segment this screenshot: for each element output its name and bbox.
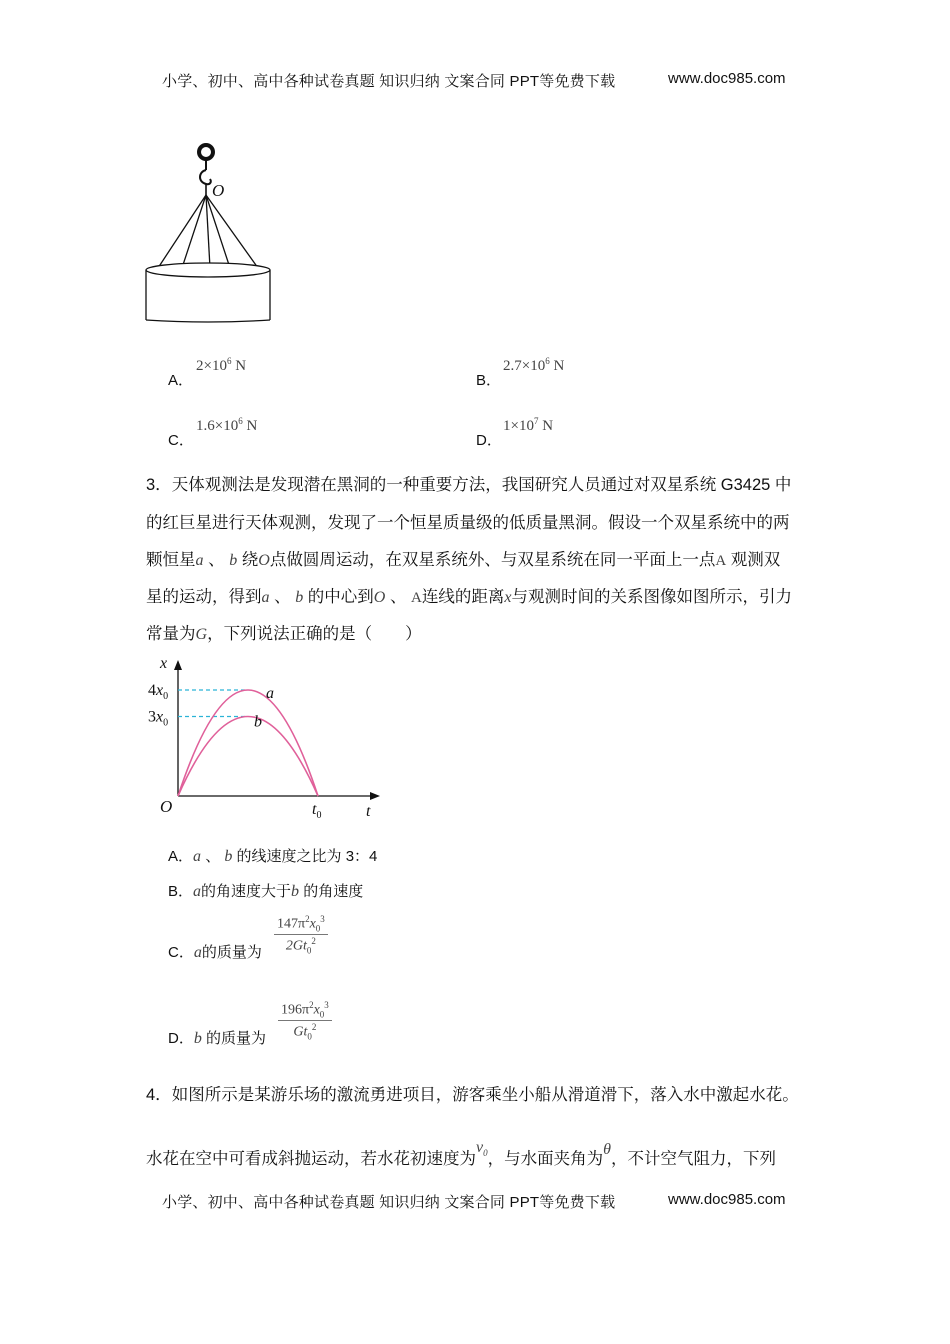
footer-site-link[interactable]: www.doc985.com	[668, 1191, 786, 1208]
q2-option-d-value: $1\times 10^7$ N	[503, 416, 554, 434]
header-site-link[interactable]: www.doc985.com	[668, 70, 786, 87]
q2-option-b-letter: B．	[476, 372, 502, 389]
origin-label: O	[160, 797, 173, 816]
q3-option-a: A．a 、 b 的线速度之比为 3：4	[168, 848, 378, 865]
x-axis-arrow	[370, 792, 380, 800]
q2-option-d-letter: D．	[476, 432, 502, 449]
curve-b	[178, 717, 318, 797]
q3-line-3: 颗恒星a 、 b 绕O点做圆周运动，在双星系统外、与双星系统在同一平面上一点A 观测双	[146, 551, 781, 569]
figure1-point-label: O	[212, 181, 225, 200]
hanging-cylinder-figure	[140, 140, 280, 328]
x-tick-label-t0: $t_0$	[312, 801, 322, 821]
hook-ring	[199, 145, 213, 159]
q3-line-5: 常量为G，下列说法正确的是（ ）	[146, 625, 422, 643]
y-axis-label: x	[160, 655, 168, 672]
q2-option-c-letter: C．	[168, 432, 194, 449]
y-tick-label-4: $4x_0$	[148, 682, 169, 702]
hook-shape	[200, 170, 211, 184]
q3-line-2: 的红巨星进行天体观测，发现了一个恒星质量级的低质量黑洞。假设一个双星系统中的两	[146, 514, 790, 532]
q3-option-c-formula: $\frac{147\pi^2x_0^3}{2Gt_0^2}$	[274, 914, 328, 956]
q3-option-b: B．a的角速度大于b 的角速度	[168, 883, 364, 900]
q3-option-c: C．a的质量为	[168, 944, 262, 961]
cylinder	[146, 263, 270, 322]
q3-option-d-formula: $\frac{196\pi^2x_0^3}{Gt_0^2}$	[278, 1000, 332, 1042]
y-tick-label-3: $3x_0$	[148, 708, 169, 729]
q3-option-d: D．b 的质量为	[168, 1030, 267, 1047]
series-label-b: b	[254, 713, 262, 731]
q2-option-b-value: $2.7\times 10^6$ N	[503, 356, 565, 374]
q4-line-2: 水花在空中可看成斜抛运动，若水花初速度为$v_0$，与水面夹角为θ，不计空气阻力，下列	[146, 1139, 776, 1168]
q2-option-c-value: $1.6\times 10^6$ N	[196, 416, 258, 434]
x-axis-label: t	[366, 803, 371, 820]
q4-line-1: 4．如图所示是某游乐场的激流勇进项目，游客乘坐小船从滑道滑下，落入水中激起水花。	[146, 1086, 799, 1104]
suspension-ropes	[158, 195, 258, 274]
curve-a	[178, 690, 318, 796]
x-t-chart	[140, 654, 390, 822]
page-footer: 小学、初中、高中各种试卷真题 知识归纳 文案合同 PPT等免费下载	[162, 1194, 616, 1211]
page-header: 小学、初中、高中各种试卷真题 知识归纳 文案合同 PPT等免费下载	[162, 73, 616, 90]
q3-line-4: 星的运动，得到a 、 b 的中心到O 、 A连线的距离x与观测时间的关系图像如图所示，引力	[146, 588, 792, 606]
series-label-a: a	[266, 685, 274, 702]
q2-option-a-letter: A．	[168, 372, 194, 389]
q2-option-a-value: $2\times 10^6$ N	[196, 356, 247, 374]
q3-line-1: 3．天体观测法是发现潜在黑洞的一种重要方法，我国研究人员通过对双星系统 G3425 中	[146, 476, 792, 494]
